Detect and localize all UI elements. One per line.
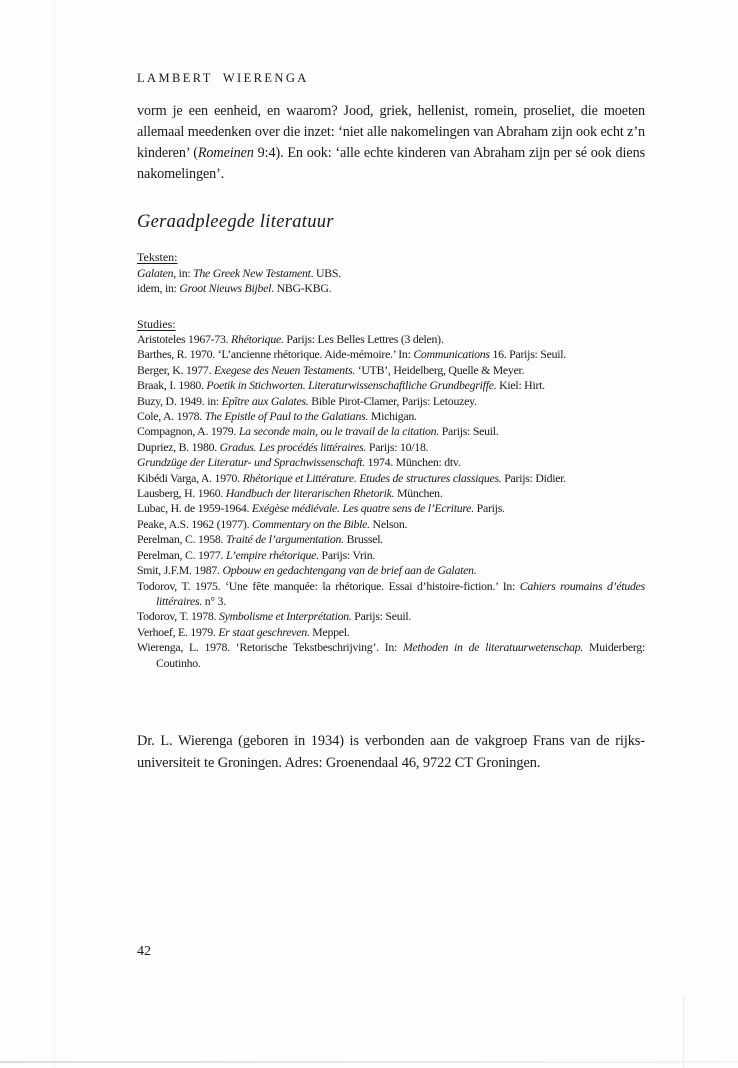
scan-edge-artifact-left bbox=[54, 0, 55, 1068]
teksten-list bbox=[137, 266, 645, 297]
bibliography-entry: Kibédi Varga, A. 1970. Rhétorique et Littérature. Etudes de structures classiques. Parijs: Didier. bbox=[137, 470, 566, 485]
bibliography-entry: Perelman, C. 1958. Traité de l’argumentation. Brussel. bbox=[137, 532, 383, 547]
bibliography-entry: Dupriez, B. 1980. Gradus. Les procédés littéraires. Parijs: 10/18. bbox=[137, 439, 429, 454]
scan-edge-artifact-bottom bbox=[0, 1061, 738, 1063]
scan-edge-artifact-right bbox=[683, 995, 684, 1068]
running-header: LAMBERT WIERENGA bbox=[137, 71, 309, 85]
bibliography-entry: Compagnon, A. 1979. La seconde main, ou le travail de la citation. Parijs: Seuil. bbox=[137, 424, 499, 439]
bibliography-entry: Todorov, T. 1975. ‘Une fête manquée: la rhétorique. Essai d’histoire-fiction.’ In: Cahiers roumains d’études littéraires. n° 3. bbox=[137, 578, 645, 608]
bibliography-entry: Barthes, R. 1970. ‘L’ancienne rhétorique. Aide-mémoire.’ In: Communications 16. Parijs: Seuil. bbox=[137, 347, 566, 362]
bibliography-entry: Cole, A. 1978. The Epistle of Paul to the Galatians. Michigan. bbox=[137, 409, 417, 424]
studies-list bbox=[137, 332, 645, 671]
bibliography-entry: idem, in: Groot Nieuws Bijbel. NBG-KBG. bbox=[137, 281, 332, 296]
teksten-label: Teksten: bbox=[137, 250, 178, 264]
bibliography-entry: Grundzüge der Literatur- und Sprachwissenschaft. 1974. München: dtv. bbox=[137, 455, 461, 470]
bibliography-entry: Todorov, T. 1978. Symbolisme et Interprétation. Parijs: Seuil. bbox=[137, 609, 412, 624]
section-heading: Geraadpleegde literatuur bbox=[137, 212, 334, 232]
bibliography-entry: Aristoteles 1967-73. Rhétorique. Parijs: Les Belles Lettres (3 delen). bbox=[137, 332, 444, 346]
bibliography-entry: Galaten, in: The Greek New Testament. UBS. bbox=[137, 266, 341, 280]
author-note: Dr. L. Wierenga (geboren in 1934) is verbonden aan de vakgroep Frans van de rijks-universiteit te Groningen. Adres: Groenendaal 46, 9722 CT Groningen. bbox=[137, 733, 645, 771]
page-number: 42 bbox=[137, 944, 151, 959]
bibliography-entry: Verhoef, E. 1979. Er staat geschreven. Meppel. bbox=[137, 624, 350, 639]
studies-label: Studies: bbox=[137, 317, 176, 331]
intro-paragraph: vorm je een eenheid, en waarom? Jood, griek, hellenist, romein, proseliet, die moeten allemaal meedenken over die inzet: ‘niet alle nakomelingen van Abraham zijn ook echt z’n kinderen’ (Romeinen 9:4). En ook: ‘alle echte kinderen van Abraham zijn per sé ook diens nakomelingen’. bbox=[137, 103, 645, 182]
bibliography-entry: Buzy, D. 1949. in: Epître aux Galates. Bible Pirot-Clamer, Parijs: Letouzey. bbox=[137, 393, 477, 408]
bibliography-entry: Braak, I. 1980. Poetik in Stichworten. Literaturwissenschaftliche Grundbegriffe. Kiel: Hirt. bbox=[137, 378, 545, 393]
bibliography-entry: Lubac, H. de 1959-1964. Exégèse médiévale. Les quatre sens de l’Ecriture. Parijs. bbox=[137, 501, 505, 516]
bibliography-entry: Perelman, C. 1977. L’empire rhétorique. Parijs: Vrin. bbox=[137, 547, 376, 562]
bibliography-entry: Wierenga, L. 1978. ‘Retorische Tekstbeschrijving’. In: Methoden in de literatuurwetenschap. Muiderberg: Coutinho. bbox=[137, 640, 645, 670]
bibliography-entry: Berger, K. 1977. Exegese des Neuen Testaments. ‘UTB’, Heidelberg, Quelle & Meyer. bbox=[137, 362, 525, 377]
bibliography-entry: Smit, J.F.M. 1987. Opbouw en gedachtengang van de brief aan de Galaten. bbox=[137, 563, 477, 578]
bibliography-entry: Lausberg, H. 1960. Handbuch der literarischen Rhetorik. München. bbox=[137, 486, 443, 501]
bibliography-entry: Peake, A.S. 1962 (1977). Commentary on the Bible. Nelson. bbox=[137, 516, 408, 531]
